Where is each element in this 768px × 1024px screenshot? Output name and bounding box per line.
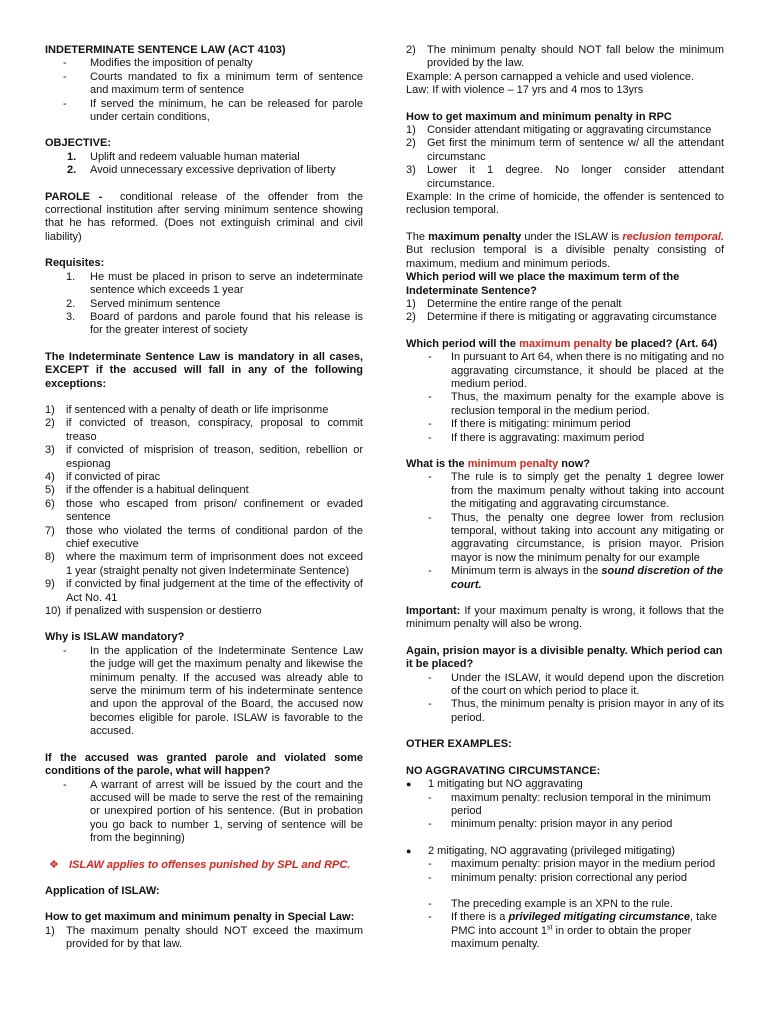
list-item: ● 2 mitigating, NO aggravating (privileged mitigating) [406, 844, 676, 857]
requisites-heading: Requisites: [45, 257, 105, 270]
list-item: - If served the minimum, he can be released for parole under certain conditions, [63, 97, 363, 124]
list-item: - If there is aggravating: maximum period [428, 431, 645, 444]
important-note: Important: If your maximum penalty is wrong, it follows that the minimum penalty will also be wrong. [406, 605, 724, 631]
list-item: 7) those who violated the terms of conditional pardon of the chief executive [45, 524, 363, 550]
list-item: 3) if convicted of misprision of treason, sedition, rebellion or espionag [45, 444, 363, 470]
list-item: 5) if the offender is a habitual delinquent [45, 484, 249, 497]
list-item: - minimum penalty: prision mayor in any period [428, 818, 673, 831]
other-examples-heading: OTHER EXAMPLES: [406, 738, 512, 751]
minimum-penalty-heading: What is the minimum penalty now? [406, 457, 590, 470]
mandatory-heading: The Indeterminate Sentence Law is mandatory in all cases, EXCEPT if the accused will fall in any of the following exceptions: [45, 350, 363, 390]
rpc-heading: How to get maximum and minimum penalty in RPC [406, 110, 672, 123]
list-item: - Thus, the minimum penalty is prision mayor in any of its period. [428, 698, 724, 724]
application-heading: Application of ISLAW: [45, 884, 160, 897]
no-aggravating-heading: NO AGGRAVATING CIRCUMSTANCE: [406, 764, 601, 777]
law-line: Law: If with violence – 17 yrs and 4 mos to 13yrs [406, 84, 644, 97]
list-item: 9) if convicted by final judgement at the time of the effectivity of Act No. 41 [45, 578, 363, 604]
list-item: - maximum penalty: prision mayor in the medium period [428, 858, 716, 871]
list-item: 4) if convicted of pirac [45, 470, 161, 483]
list-item: - If there is a privileged mitigating circumstance, take PMC into account 1st in order to obtain the proper maximum penalty. [428, 911, 717, 951]
list-item: - In pursuant to Art 64, when there is no mitigating and no aggravating circumstance, it should be placed at the medium period. [428, 351, 724, 390]
objective-heading: OBJECTIVE: [45, 137, 112, 150]
again-heading: Again, prision mayor is a divisible penalty. Which period can it be placed? [406, 644, 723, 671]
list-item: - Minimum term is always in the sound discretion of the court. [428, 565, 723, 591]
list-item: 6) those who escaped from prison/ confinement or evaded sentence [45, 497, 363, 524]
list-item: - minimum penalty: prision correctional any period [428, 871, 687, 884]
list-item: 10) if penalized with suspension or destierro [45, 605, 262, 618]
bullet-icon: ● [406, 845, 412, 856]
list-item: - A warrant of arrest will be issued by the court and the accused will be made to serve the rest of the remaining or unexpired portion of his sentence. (But in probation you go back to number 1, serving of sentence will be from the beginning) [63, 778, 363, 845]
list-item: 3. Board of pardons and parole found that his release is for the greater interest of society [66, 310, 363, 337]
list-item: - Courts mandated to fix a minimum term of sentence and maximum term of sentence [63, 70, 363, 97]
list-item: 1) Consider attendant mitigating or aggravating circumstance [406, 124, 712, 137]
list-item: - If there is mitigating: minimum period [428, 418, 631, 431]
list-item: 2) if convicted of treason, conspiracy, proposal to commit treaso [45, 417, 363, 443]
list-item: - In the application of the Indeterminate Sentence Law the judge will get the maximum penalty and likewise the minimum penalty. If the accused was already able to serve the minimum term of his indeterminate sentence and upon the approval of the Board, the accused now becomes eligible for parole. ISLAW is favorable to the accused. [63, 644, 363, 738]
islaw-applies-note: ❖ ISLAW applies to offenses punished by SPL and RPC. [49, 858, 351, 871]
diamond-bullet-icon: ❖ [49, 858, 59, 871]
list-item: 2. Avoid unnecessary excessive deprivation of liberty [67, 164, 336, 177]
example-carnap: Example: A person carnapped a vehicle and used violence. [406, 70, 695, 83]
list-item: ● 1 mitigating but NO aggravating [406, 778, 583, 791]
list-item: 1) if sentenced with a penalty of death or life imprisonme [45, 403, 329, 416]
example-homicide: Example: In the crime of homicide, the offender is sentenced to reclusion temporal. [406, 191, 724, 217]
list-item: 2) Get first the minimum term of sentence w/ all the attendant circumstanc [406, 137, 724, 163]
list-item: 1) The maximum penalty should NOT exceed the maximum provided for by that law. [45, 924, 363, 951]
list-item: 1) Determine the entire range of the penalt [406, 297, 622, 310]
maximum-penalty-paragraph: The maximum penalty under the ISLAW is reclusion temporal. But reclusion temporal is a divisible penalty consisting of maximum, medium and minimum periods. [406, 230, 724, 270]
list-item: 3) Lower it 1 degree. No longer consider attendant circumstance. [406, 164, 724, 190]
art64-heading: Which period will the maximum penalty be placed? (Art. 64) [406, 337, 718, 350]
bullet-icon: ● [406, 779, 412, 790]
list-item: 2) The minimum penalty should NOT fall below the minimum provided by the law. [406, 44, 724, 70]
list-item: - maximum penalty: reclusion temporal in the minimum period [428, 791, 711, 817]
list-item: - Modifies the imposition of penalty [63, 57, 253, 70]
right-column [406, 44, 724, 952]
list-item: 1. He must be placed in prison to serve an indeterminate sentence which exceeds 1 year [66, 270, 363, 297]
list-item: - Thus, the maximum penalty for the example above is reclusion temporal in the medium period. [428, 391, 724, 417]
document-title: INDETERMINATE SENTENCE LAW (ACT 4103) [45, 44, 286, 56]
list-item: - The rule is to simply get the penalty 1 degree lower from the maximum penalty without taking into account the mitigating and aggravating circumstance. [428, 471, 724, 511]
which-period-heading: Which period will we place the maximum term of the Indeterminate Sentence? [406, 271, 680, 297]
special-law-heading: How to get maximum and minimum penalty in Special Law: [45, 911, 355, 924]
list-item: - Under the ISLAW, it would depend upon the discretion of the court on which period to place it. [428, 671, 724, 698]
left-column [45, 44, 363, 952]
list-item: 8) where the maximum term of imprisonment does not exceed 1 year (straight penalty not given Indeterminate Sentence) [45, 551, 363, 577]
list-item: 1. Uplift and redeem valuable human material [67, 150, 300, 163]
list-item: 2. Served minimum sentence [66, 297, 221, 310]
list-item: - The preceding example is an XPN to the rule. [428, 897, 673, 910]
parole-definition: PAROLE - conditional release of the offender from the correctional institution after serving minimum sentence showing that he has reformed. (Does not extinguish criminal and civil liability) [45, 190, 363, 243]
why-heading: Why is ISLAW mandatory? [45, 631, 185, 644]
parole-violation-heading: If the accused was granted parole and violated some conditions of the parole, what will happen? [45, 751, 363, 778]
list-item: - Thus, the penalty one degree lower from reclusion temporal, without taking into account any mitigating or aggravating circumstance, is prision mayor. Prision mayor is now the minimum penalty for our example [428, 511, 724, 564]
list-item: 2) Determine if there is mitigating or aggravating circumstance [406, 311, 717, 324]
